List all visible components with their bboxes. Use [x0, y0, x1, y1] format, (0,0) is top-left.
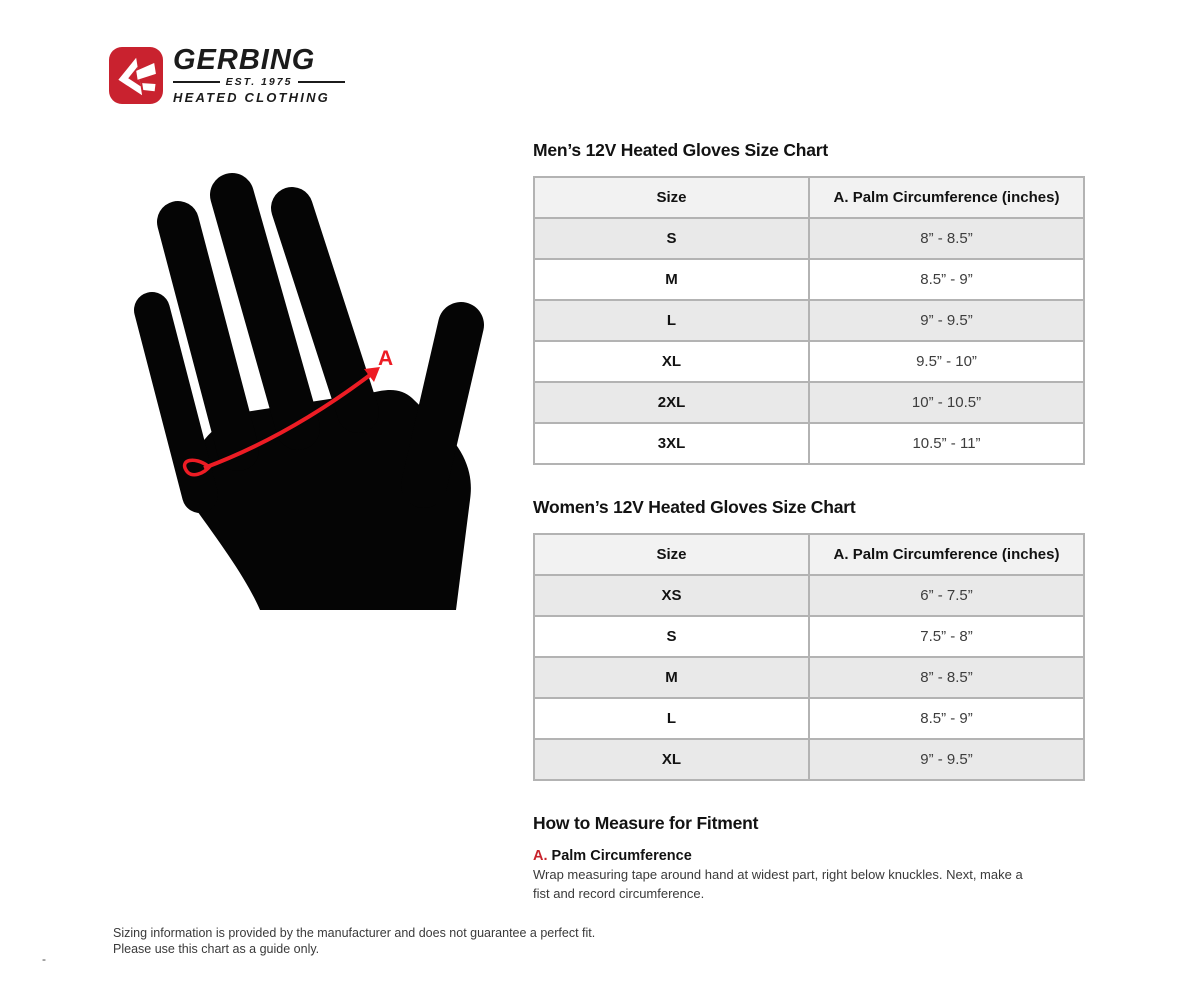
- how-to-measure-title: How to Measure for Fitment: [533, 813, 759, 833]
- size-cell: 3XL: [534, 423, 809, 464]
- circumference-cell: 8.5” - 9”: [809, 698, 1084, 739]
- circumference-cell: 7.5” - 8”: [809, 616, 1084, 657]
- table-row: [534, 616, 1084, 657]
- circumference-cell: 9” - 9.5”: [809, 739, 1084, 780]
- womens-size-table: [533, 533, 1085, 781]
- size-cell: S: [534, 616, 809, 657]
- established-text: EST. 1975: [225, 76, 293, 89]
- measurement-item-heading: [533, 848, 692, 864]
- measurement-label-a: A: [378, 347, 394, 370]
- circumference-cell: 9.5” - 10”: [809, 341, 1084, 382]
- mens-chart-title: Men’s 12V Heated Gloves Size Chart: [533, 140, 829, 160]
- size-cell: L: [534, 698, 809, 739]
- table-row: [534, 698, 1084, 739]
- hand-silhouette: [152, 195, 471, 610]
- size-cell: XS: [534, 575, 809, 616]
- table-row: [534, 657, 1084, 698]
- table-row: [534, 575, 1084, 616]
- table-row: [534, 300, 1084, 341]
- circumference-cell: 10.5” - 11”: [809, 423, 1084, 464]
- gerbing-logo: [108, 45, 345, 105]
- disclaimer-line-1: Sizing information is provided by the manufacturer and does not guarantee a perfect fit.: [113, 926, 596, 940]
- measurement-item-letter: A.: [533, 848, 548, 864]
- table-row: [534, 341, 1084, 382]
- glove-measurement-diagram: [120, 160, 520, 610]
- size-cell: M: [534, 259, 809, 300]
- table-row: [534, 218, 1084, 259]
- column-header: Size: [534, 534, 809, 575]
- stray-dash-mark: -: [42, 952, 46, 966]
- table-row: [534, 259, 1084, 300]
- brand-tagline: HEATED CLOTHING: [173, 90, 330, 106]
- size-cell: XL: [534, 739, 809, 780]
- circumference-cell: 6” - 7.5”: [809, 575, 1084, 616]
- circumference-cell: 8” - 8.5”: [809, 657, 1084, 698]
- column-header: Size: [534, 177, 809, 218]
- size-cell: M: [534, 657, 809, 698]
- gerbing-g-arrow-icon: [108, 46, 164, 105]
- table-row: [534, 382, 1084, 423]
- brand-name: GERBING: [173, 44, 316, 76]
- logo-text: [173, 45, 345, 105]
- measurement-item-name: Palm Circumference: [551, 848, 692, 864]
- womens-chart-title: Women’s 12V Heated Gloves Size Chart: [533, 497, 856, 517]
- sizing-disclaimer: [113, 925, 595, 958]
- divider-line: [298, 81, 345, 83]
- circumference-cell: 8” - 8.5”: [809, 218, 1084, 259]
- header-row: [534, 534, 1084, 575]
- disclaimer-line-2: Please use this chart as a guide only.: [113, 942, 320, 957]
- size-cell: S: [534, 218, 809, 259]
- circumference-cell: 10” - 10.5”: [809, 382, 1084, 423]
- size-cell: 2XL: [534, 382, 809, 423]
- divider-line: [173, 81, 220, 83]
- column-header: A. Palm Circumference (inches): [809, 534, 1084, 575]
- circumference-cell: 9” - 9.5”: [809, 300, 1084, 341]
- size-cell: L: [534, 300, 809, 341]
- table-row: [534, 423, 1084, 464]
- circumference-cell: 8.5” - 9”: [809, 259, 1084, 300]
- column-header: A. Palm Circumference (inches): [809, 177, 1084, 218]
- measurement-item-description: Wrap measuring tape around hand at widest part, right below knuckles. Next, make a fist and record circumference.: [533, 867, 1023, 901]
- header-row: [534, 177, 1084, 218]
- mens-size-table: [533, 176, 1085, 465]
- brand-established-row: [173, 76, 345, 88]
- size-cell: XL: [534, 341, 809, 382]
- table-row: [534, 739, 1084, 780]
